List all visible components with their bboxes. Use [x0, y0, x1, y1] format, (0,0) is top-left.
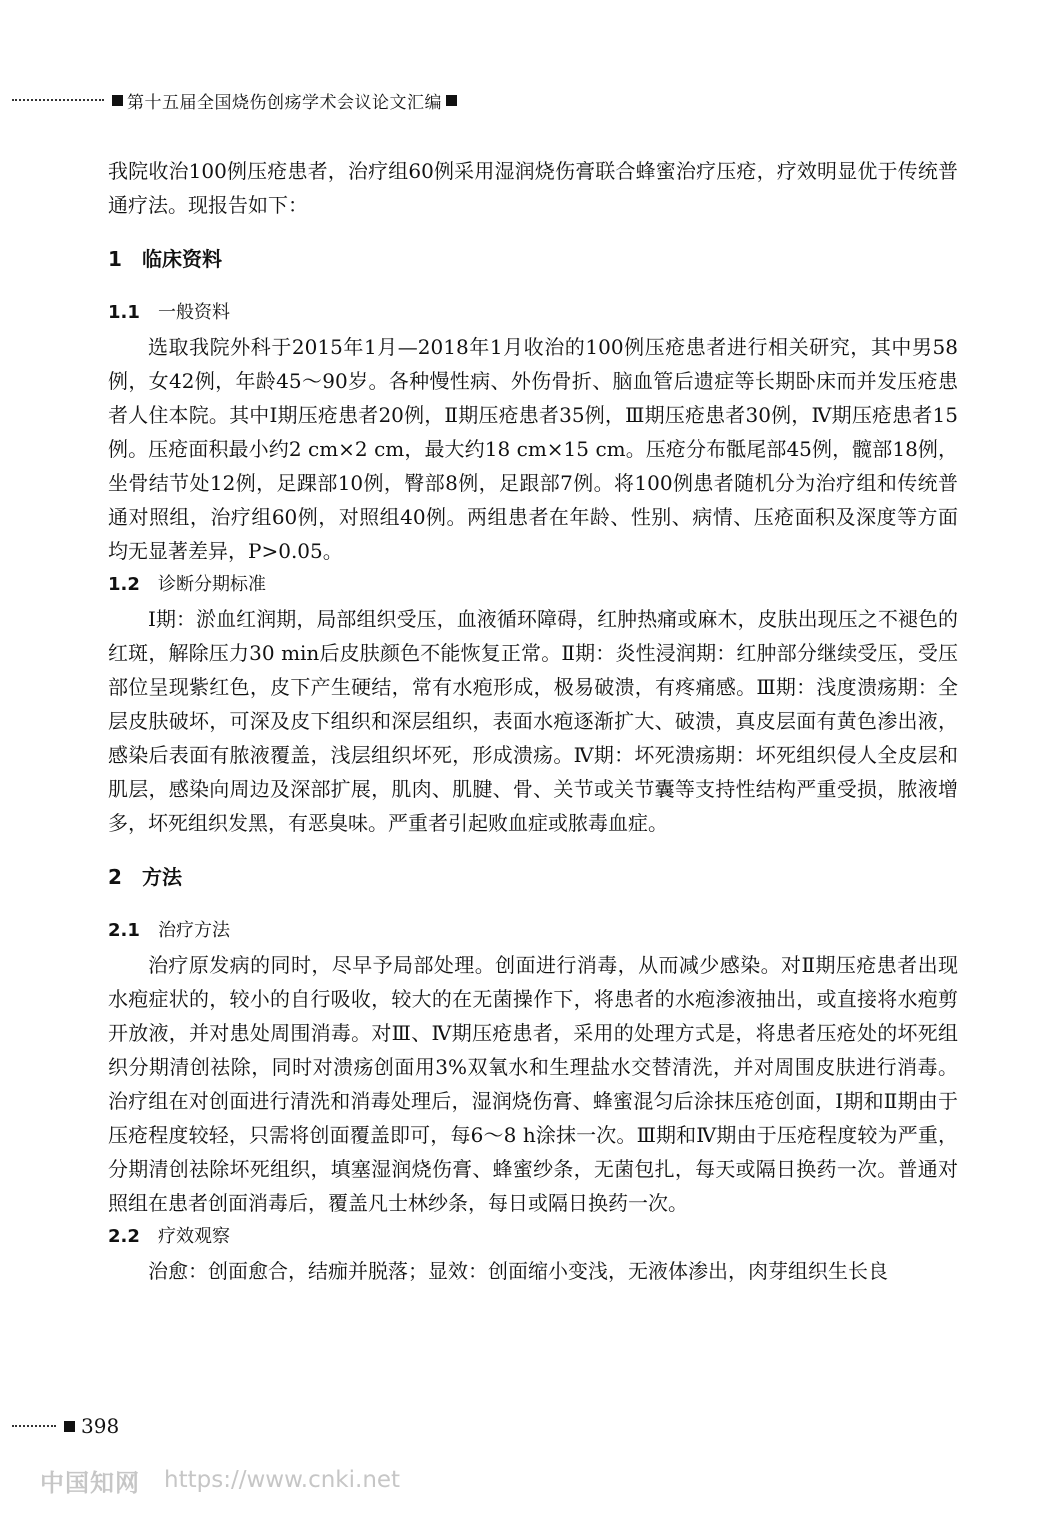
header-square-icon [446, 95, 457, 106]
section-title: 方法 [142, 865, 182, 889]
watermark-logo: 中国知网 [40, 1468, 140, 1497]
section-heading-2 [108, 860, 958, 894]
subsection-number: 1.2 [108, 574, 140, 595]
running-header [12, 88, 461, 112]
header-dotted-rule [12, 99, 104, 101]
page-number: 398 [81, 1414, 120, 1438]
header-square-icon [112, 95, 123, 106]
subsection-heading-2-1 [108, 914, 958, 948]
section-title: 临床资料 [142, 247, 222, 271]
cnki-watermark [40, 1462, 400, 1498]
section-number: 2 [108, 865, 122, 889]
subsection-title: 诊断分期标准 [158, 574, 266, 595]
watermark-url: https://www.cnki.net [164, 1467, 401, 1493]
subsection-heading-2-2 [108, 1220, 958, 1254]
subsection-heading-1-2 [108, 568, 958, 602]
article-body [108, 154, 958, 1288]
subsection-heading-1-1 [108, 296, 958, 330]
subsection-title: 一般资料 [158, 302, 230, 323]
footer-dotted-rule [12, 1425, 56, 1427]
running-title: 第十五届全国烧伤创疡学术会议论文汇编 [127, 92, 442, 113]
page-footer [12, 1412, 119, 1440]
section-number: 1 [108, 247, 122, 271]
paragraph-staging-criteria: Ⅰ期：淤血红润期，局部组织受压，血液循环障碍，红肿热痛或麻木，皮肤出现压之不褪色的红斑，解除压力30 min后皮肤颜色不能恢复正常。Ⅱ期：炎性浸润期：红肿部分继续受压，受压部位呈现紫红色，皮下产生硬结，常有水疱形成，极易破溃，有疼痛感。Ⅲ期：浅度溃疡期：全层皮肤破坏，可深及皮下组织和深层组织，表面水疱逐渐扩大、破溃，真皮层面有黄色渗出液，感染后表面有脓液覆盖，浅层组织坏死，形成溃疡。Ⅳ期：坏死溃疡期：坏死组织侵人全皮层和肌层，感染向周边及深部扩展，肌肉、肌腱、骨、关节或关节囊等支持性结构严重受损，脓液增多，坏死组织发黑，有恶臭味。严重者引起败血症或脓毒血症。 [108, 607, 958, 835]
subsection-number: 2.1 [108, 920, 140, 941]
subsection-number: 2.2 [108, 1226, 140, 1247]
intro-paragraph: 我院收治100例压疮患者，治疗组60例采用湿润烧伤膏联合蜂蜜治疗压疮，疗效明显优于传统普通疗法。现报告如下： [108, 159, 958, 217]
paragraph-treatment-method: 治疗原发病的同时，尽早予局部处理。创面进行消毒，从而减少感染。对Ⅱ期压疮患者出现水疱症状的，较小的自行吸收，较大的在无菌操作下，将患者的水疱渗液抽出，或直接将水疱剪开放液，并对患处周围消毒。对Ⅲ、Ⅳ期压疮患者，采用的处理方式是，将患者压疮处的坏死组织分期清创祛除，同时对溃疡创面用3%双氧水和生理盐水交替清洗，并对周围皮肤进行消毒。治疗组在对创面进行清洗和消毒处理后，湿润烧伤膏、蜂蜜混匀后涂抹压疮创面，Ⅰ期和Ⅱ期由于压疮程度较轻，只需将创面覆盖即可，每6～8 h涂抹一次。Ⅲ期和Ⅳ期由于压疮程度较为严重，分期清创祛除坏死组织，填塞湿润烧伤膏、蜂蜜纱条，无菌包扎，每天或隔日换药一次。普通对照组在患者创面消毒后，覆盖凡士林纱条，每日或隔日换药一次。 [108, 953, 958, 1215]
subsection-number: 1.1 [108, 302, 140, 323]
footer-square-icon [64, 1421, 75, 1432]
section-heading-1 [108, 242, 958, 276]
subsection-title: 疗效观察 [158, 1226, 230, 1247]
paragraph-general-data: 选取我院外科于2015年1月—2018年1月收治的100例压疮患者进行相关研究，其中男58例，女42例，年龄45～90岁。各种慢性病、外伤骨折、脑血管后遗症等长期卧床而并发压疮患者人住本院。其中Ⅰ期压疮患者20例，Ⅱ期压疮患者35例，Ⅲ期压疮患者30例，Ⅳ期压疮患者15例。压疮面积最小约2 cm×2 cm，最大约18 cm×15 cm。压疮分布骶尾部45例，髋部18例，坐骨结节处12例，足踝部10例，臀部8例，足跟部7例。将100例患者随机分为治疗组和传统普通对照组，治疗组60例，对照组40例。两组患者在年龄、性别、病情、压疮面积及深度等方面均无显著差异，P>0.05。 [108, 335, 958, 563]
paragraph-efficacy-observation: 治愈：创面愈合，结痂并脱落；显效：创面缩小变浅，无液体渗出，肉芽组织生长良 [148, 1259, 888, 1283]
subsection-title: 治疗方法 [158, 920, 230, 941]
